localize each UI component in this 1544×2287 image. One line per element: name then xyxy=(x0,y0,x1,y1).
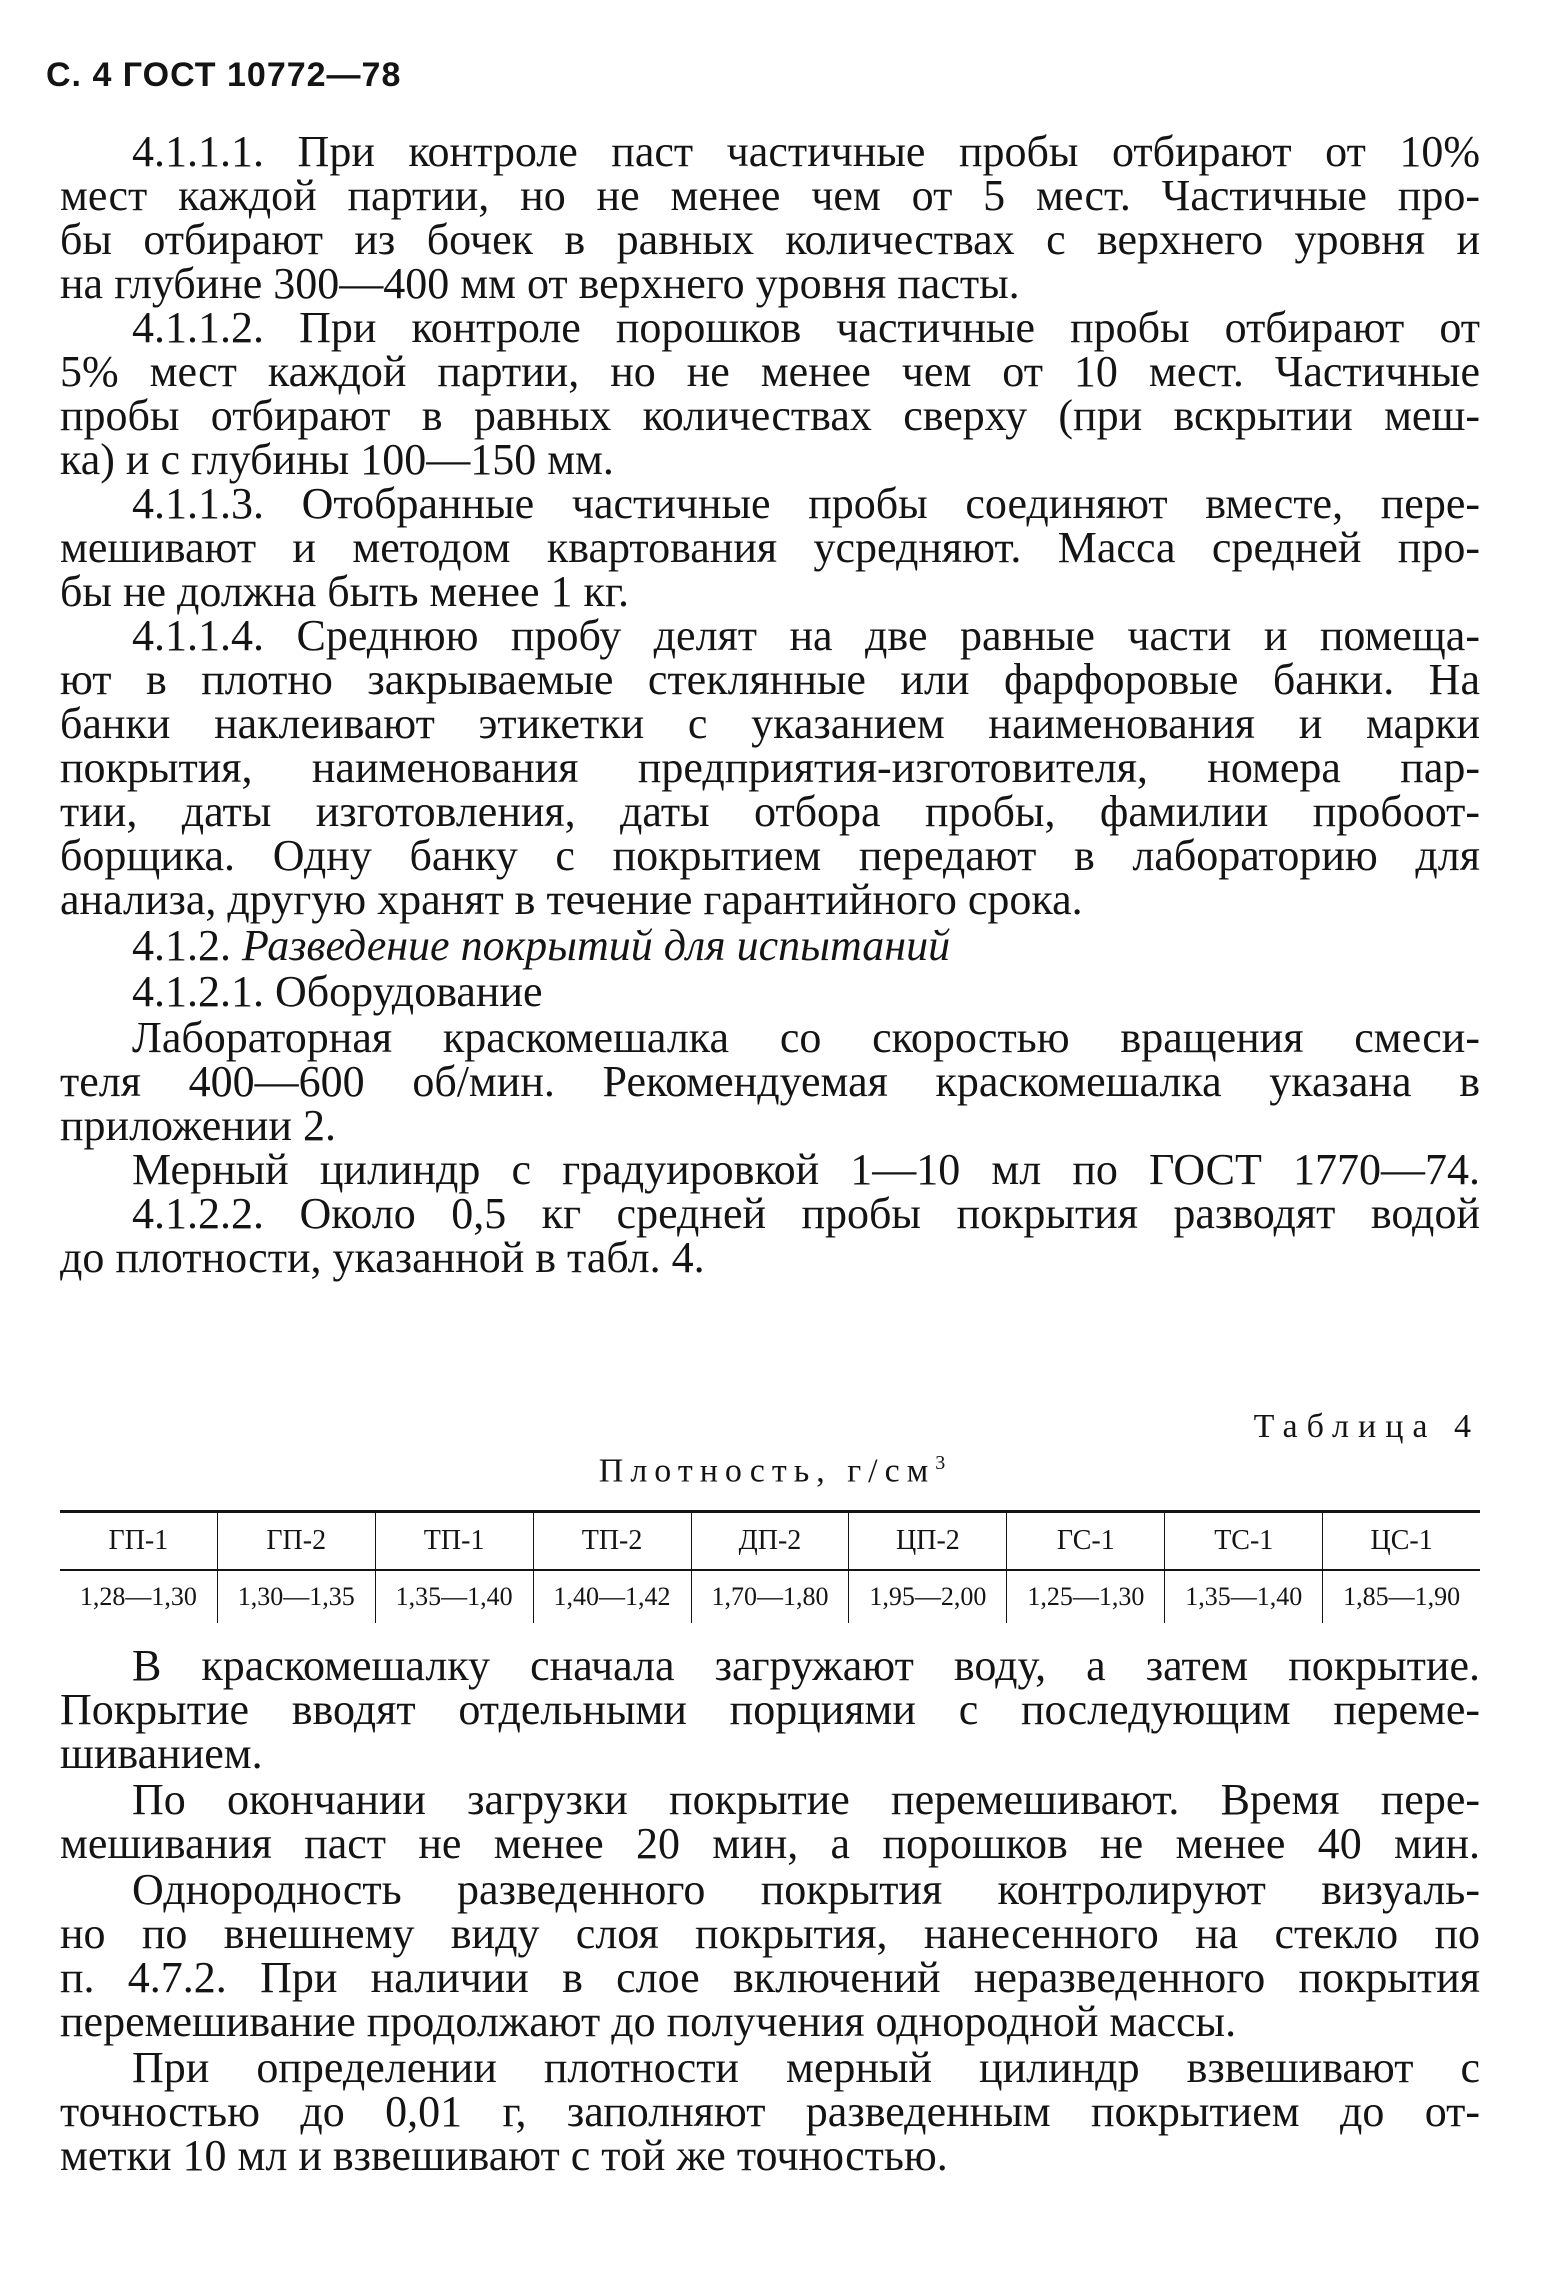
text-line xyxy=(60,567,1480,616)
text-line-content: По окончании загрузки покрытие перемешивают. Время пере- xyxy=(132,1775,1480,1824)
text-line xyxy=(132,1865,1480,1914)
text-line-content: 4.1.1.4. Среднюю пробу делят на две равные части и помеща- xyxy=(132,611,1480,660)
text-line-content: анализа, другую хранят в течение гарантийного срока. xyxy=(60,875,1083,924)
table-header-cell: ГП-2 xyxy=(217,1512,375,1571)
text-line-content: шиванием. xyxy=(60,1729,263,1778)
text-line-content: банки наклеивают этикетки с указанием наименования и марки xyxy=(60,699,1480,748)
table-cell: 1,40—1,42 xyxy=(533,1570,691,1623)
table-header-cell: ДП-2 xyxy=(691,1512,849,1571)
text-line-content: 4.1.1.2. При контроле порошков частичные пробы отбирают от xyxy=(132,303,1480,352)
text-line-content: бы отбирают из бочек в равных количествах с верхнего уровня и xyxy=(60,215,1480,264)
table-header-cell: ЦС-1 xyxy=(1323,1512,1480,1571)
table-cell: 1,25—1,30 xyxy=(1007,1570,1165,1623)
text-line-content: теля 400—600 об/мин. Рекомендуемая краскомешалка указана в xyxy=(60,1057,1480,1106)
text-line-content: пробы отбирают в равных количествах сверху (при вскрытии меш- xyxy=(60,391,1480,440)
text-line xyxy=(60,435,1480,484)
table-cell: 1,35—1,40 xyxy=(375,1570,533,1623)
text-line-content: При определении плотности мерный цилиндр взвешивают с xyxy=(132,2043,1480,2092)
text-line xyxy=(132,611,1480,660)
text-line xyxy=(60,1953,1480,2002)
table-header-cell: ТС-1 xyxy=(1165,1512,1323,1571)
text-line xyxy=(60,1819,1480,1868)
text-line xyxy=(60,259,1480,308)
table-cell: 1,70—1,80 xyxy=(691,1570,849,1623)
text-line-content: 4.1.2. xyxy=(132,921,242,970)
text-line xyxy=(60,655,1480,704)
page-header: С. 4 ГОСТ 10772—78 xyxy=(46,56,402,94)
text-line xyxy=(60,523,1480,572)
text-line-content: мест каждой партии, но не менее чем от 5 мест. Частичные про- xyxy=(60,171,1480,220)
text-line xyxy=(60,743,1480,792)
text-line xyxy=(60,1997,1480,2046)
text-line xyxy=(60,1101,1480,1150)
text-line-content: до плотности, указанной в табл. 4. xyxy=(60,1233,705,1282)
text-line xyxy=(60,699,1480,748)
text-line xyxy=(132,1189,1480,1238)
text-line xyxy=(132,1145,1480,1194)
text-line xyxy=(60,2087,1480,2136)
text-line-content: но по внешнему виду слоя покрытия, нанесенного на стекло по xyxy=(60,1909,1480,1958)
text-line xyxy=(60,2131,1480,2180)
text-line-content: бы не должна быть менее 1 кг. xyxy=(60,567,629,616)
table-header-cell: ТП-1 xyxy=(375,1512,533,1571)
table-cell: 1,95—2,00 xyxy=(849,1570,1007,1623)
text-line-content: 4.1.1.1. При контроле паст частичные пробы отбирают от 10% xyxy=(132,127,1480,176)
text-line-content: на глубине 300—400 мм от верхнего уровня пасты. xyxy=(60,259,1020,308)
text-line-content: ка) и с глубины 100—150 мм. xyxy=(60,435,614,484)
text-line xyxy=(132,1775,1480,1824)
table-cell: 1,35—1,40 xyxy=(1165,1570,1323,1623)
table-title xyxy=(0,1452,1544,1490)
text-line-content: Однородность разведенного покрытия контролируют визуаль- xyxy=(132,1865,1480,1914)
text-line-content: мешивания паст не менее 20 мин, а порошков не менее 40 мин. xyxy=(60,1819,1480,1868)
text-line-content: борщика. Одну банку с покрытием передают в лабораторию для xyxy=(60,831,1480,880)
text-line-content: приложении 2. xyxy=(60,1101,336,1150)
text-line xyxy=(132,2043,1480,2092)
text-line xyxy=(132,1641,1480,1690)
text-line-content: покрытия, наименования предприятия-изготовителя, номера пар- xyxy=(60,743,1480,792)
text-line xyxy=(60,1909,1480,1958)
text-line-content: мешивают и методом квартования усредняют. Масса средней про- xyxy=(60,523,1480,572)
text-line-content: 4.1.2.2. Около 0,5 кг средней пробы покрытия разводят водой xyxy=(132,1189,1480,1238)
text-line-content: 4.1.2.1. Оборудование xyxy=(132,967,543,1016)
text-line xyxy=(60,831,1480,880)
text-line xyxy=(60,391,1480,440)
text-line xyxy=(60,875,1480,924)
text-line xyxy=(132,921,1480,970)
text-line-content: перемешивание продолжают до получения однородной массы. xyxy=(60,1997,1237,2046)
density-table xyxy=(60,1510,1480,1623)
text-line-content: точностью до 0,01 г, заполняют разведенным покрытием до от- xyxy=(60,2087,1480,2136)
text-line xyxy=(132,479,1480,528)
table-row xyxy=(60,1570,1480,1623)
text-line xyxy=(132,1013,1480,1062)
text-line-content: ют в плотно закрываемые стеклянные или фарфоровые банки. На xyxy=(60,655,1480,704)
text-line xyxy=(60,787,1480,836)
table-header-cell: ЦП-2 xyxy=(849,1512,1007,1571)
text-line-content: 4.1.1.3. Отобранные частичные пробы соединяют вместе, пере- xyxy=(132,479,1480,528)
text-line xyxy=(60,347,1480,396)
table-header-cell: ТП-2 xyxy=(533,1512,691,1571)
text-line xyxy=(60,1685,1480,1734)
text-line xyxy=(60,171,1480,220)
table-title-sup: 3 xyxy=(935,1452,946,1474)
table-header-row xyxy=(60,1512,1480,1571)
text-line-content: 5% мест каждой партии, но не менее чем от 10 мест. Частичные xyxy=(60,347,1480,396)
section-title: Разведение покрытий для испытаний xyxy=(242,921,951,970)
text-line-content: Лабораторная краскомешалка со скоростью вращения смеси- xyxy=(132,1013,1480,1062)
text-line xyxy=(60,1057,1480,1106)
text-line xyxy=(60,1233,1480,1282)
text-line xyxy=(132,303,1480,352)
table-caption: Таблица 4 xyxy=(1253,1408,1480,1445)
table-header-cell: ГП-1 xyxy=(60,1512,217,1571)
table-cell: 1,85—1,90 xyxy=(1323,1570,1480,1623)
table-cell: 1,28—1,30 xyxy=(79,1582,197,1611)
text-line-content: В краскомешалку сначала загружают воду, а затем покрытие. xyxy=(132,1641,1480,1690)
text-line-content: п. 4.7.2. При наличии в слое включений неразведенного покрытия xyxy=(60,1953,1480,2002)
text-line-content: Мерный цилиндр с градуировкой 1—10 мл по ГОСТ 1770—74. xyxy=(132,1145,1480,1194)
text-line-content: метки 10 мл и взвешивают с той же точностью. xyxy=(60,2131,948,2180)
table-header-cell: ГС-1 xyxy=(1007,1512,1165,1571)
table-title-text: Плотность, г/см xyxy=(598,1452,936,1490)
text-line xyxy=(60,1729,1480,1778)
text-line xyxy=(132,127,1480,176)
text-line xyxy=(60,215,1480,264)
text-line-content: тии, даты изготовления, даты отбора пробы, фамилии пробоот- xyxy=(60,787,1480,836)
table-cell: 1,30—1,35 xyxy=(217,1570,375,1623)
text-line xyxy=(132,967,1480,1016)
text-line-content: Покрытие вводят отдельными порциями с последующим переме- xyxy=(60,1685,1480,1734)
